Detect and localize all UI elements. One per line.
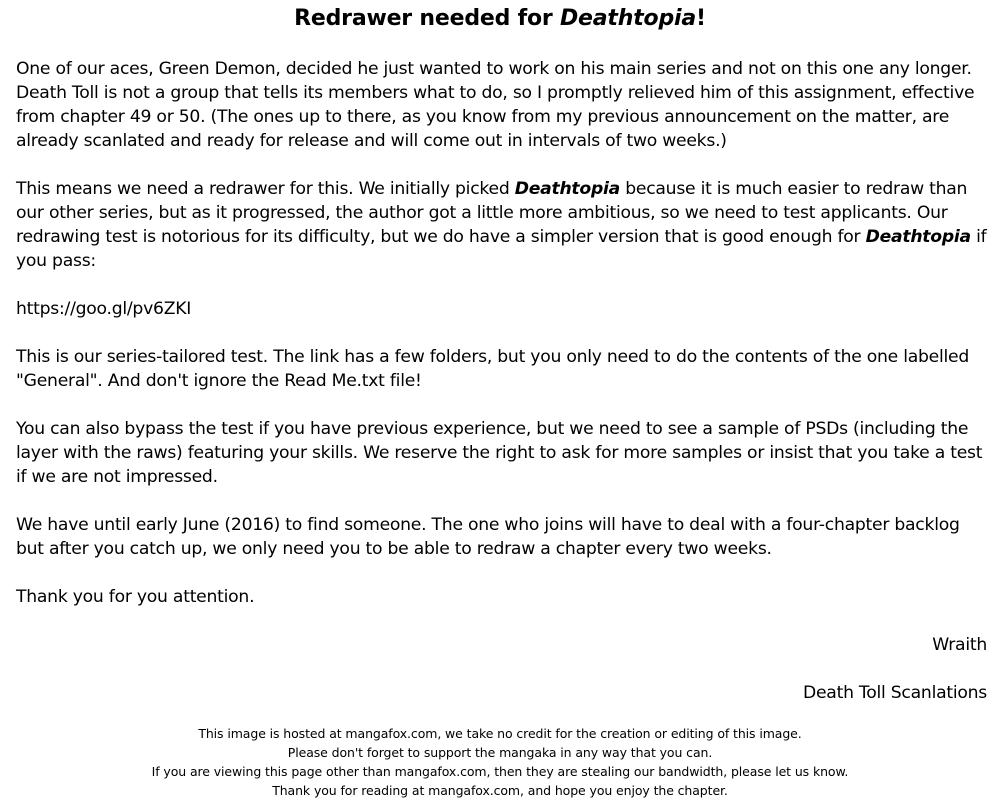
paragraph-test-instructions: This is our series-tailored test. The link has a few folders, but you only need to do the contents of the one labelled "General". And don't ignore the Read Me.txt file!: [16, 347, 970, 391]
paragraph-text: This means we need a redrawer for this. We initially picked: [16, 179, 515, 199]
hosting-footer: [0, 724, 1000, 800]
footer-line: Thank you for reading at mangafox.com, and hope you enjoy the chapter.: [272, 783, 728, 798]
title-suffix: !: [695, 6, 706, 31]
paragraph-text: because it is much easier to redraw than our other series, but as it progressed, the author got a little more ambitious, so we need to test applicants. Our redrawing test is notorious for its difficulty, but we do have a simpler version that is good enough for: [16, 179, 968, 247]
title-prefix: Redrawer needed for: [294, 6, 560, 31]
footer-line: This image is hosted at mangafox.com, we take no credit for the creation or editing of this image.: [198, 726, 802, 741]
footer-line: Please don't forget to support the mangaka in any way that you can.: [287, 745, 713, 760]
announcement-body: [16, 57, 991, 729]
footer-line: If you are viewing this page other than mangafox.com, then they are stealing our bandwidth, please let us know.: [151, 764, 849, 779]
paragraph-redrawer-need: [16, 177, 991, 273]
signature-name: Wraith: [932, 635, 987, 655]
series-name: Deathtopia: [865, 227, 971, 247]
paragraph-bypass-test: You can also bypass the test if you have previous experience, but we need to see a sample of PSDs (including the layer with the raws) featuring your skills. We reserve the right to ask for more samples or insist that you take a test if we are not impressed.: [16, 419, 983, 487]
paragraph-thanks: Thank you for you attention.: [16, 587, 255, 607]
title-series: Deathtopia: [560, 6, 696, 31]
paragraph-green-demon: One of our aces, Green Demon, decided he just wanted to work on his main series and not on this one any longer. Death Toll is not a group that tells its members what to do, so I promptly relieved him of this assignment, effective from chapter 49 or 50. (The ones up to there, as you know from my previous announcement on the matter, are already scanlated and ready for release and will come out in intervals of two weeks.): [16, 59, 975, 151]
paragraph-deadline: We have until early June (2016) to find someone. The one who joins will have to deal with a four-chapter backlog but after you catch up, we only need you to be able to redraw a chapter every two weeks.: [16, 515, 960, 559]
paragraph-text: if you pass:: [16, 227, 987, 271]
page-title: [0, 4, 1000, 34]
signature-group: Death Toll Scanlations: [802, 683, 987, 703]
series-name: Deathtopia: [514, 179, 620, 199]
test-link: https://goo.gl/pv6ZKI: [16, 299, 192, 319]
